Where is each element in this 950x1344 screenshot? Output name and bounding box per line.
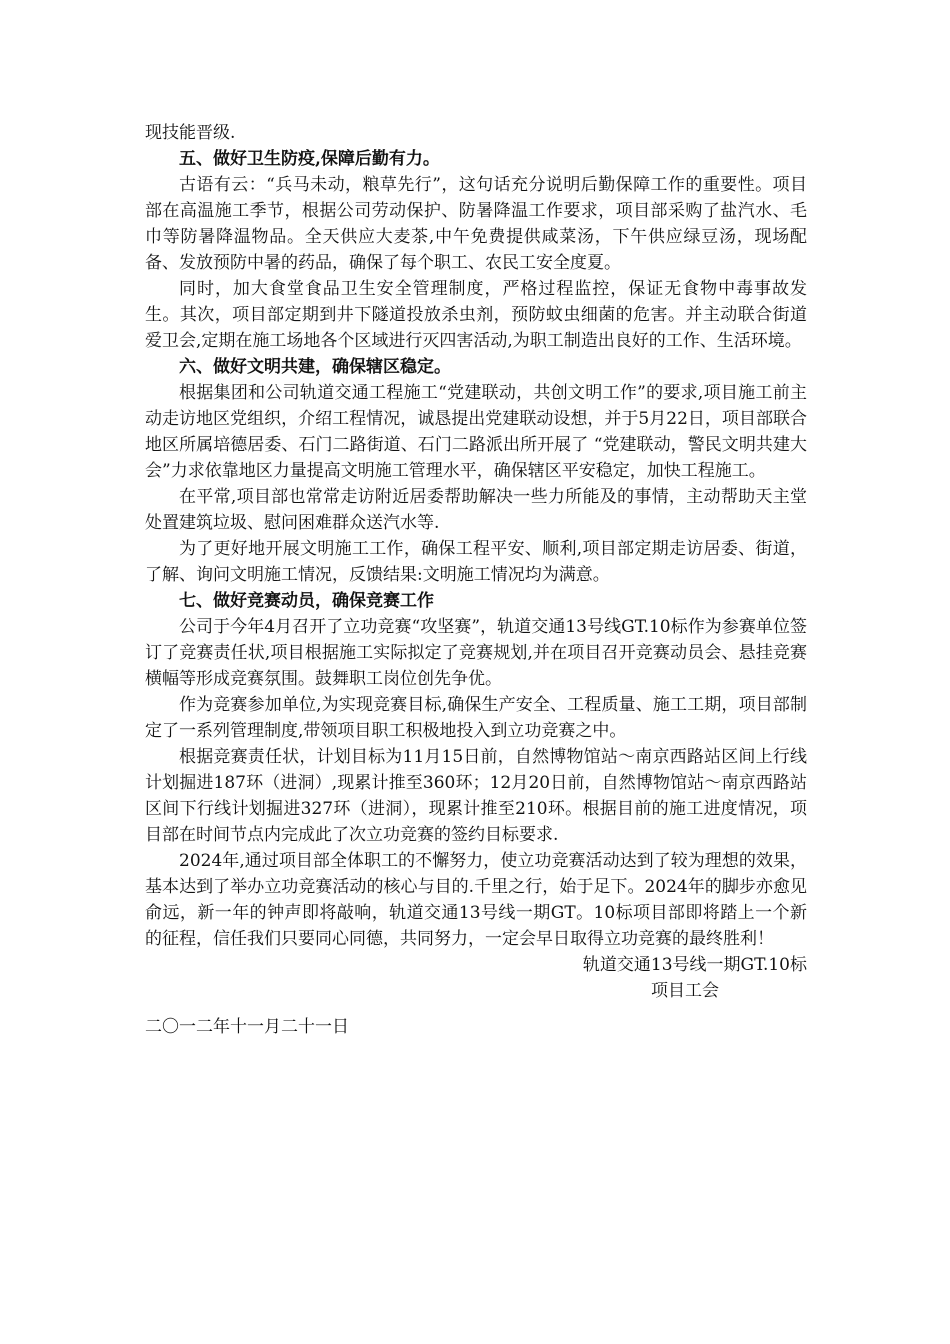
section-5-paragraph-2: 同时，加大食堂食品卫生安全管理制度，严格过程监控，保证无食物中毒事故发生。其次，项目部定期到井下隧道投放杀虫剂，预防蚊虫细菌的危害。并主动联合街道爱卫会,定期在施工场地各个区域进行灭四害活动,为职工制造出良好的工作、生活环境。 <box>145 279 807 351</box>
section-6-paragraph-2: 在平常,项目部也常常走访附近居委帮助解决一些力所能及的事情，主动帮助天主堂处置建筑垃圾、慰问困难群众送汽水等. <box>145 487 807 533</box>
section-5-paragraph-1: 古语有云：“兵马未动，粮草先行”，这句话充分说明后勤保障工作的重要性。项目部在高温施工季节，根据公司劳动保护、防暑降温工作要求，项目部采购了盐汽水、毛巾等防暑降温物品。全天供应大麦茶,中午免费提供咸菜汤，下午供应绿豆汤，现场配备、发放预防中暑的药品，确保了每个职工、农民工安全度夏。 <box>145 175 807 273</box>
document-page <box>145 120 807 1040</box>
section-heading-5: 五、做好卫生防疫,保障后勤有力。 <box>179 149 440 169</box>
section-heading-7: 七、做好竞赛动员，确保竞赛工作 <box>179 591 434 611</box>
section-6-paragraph-1: 根据集团和公司轨道交通工程施工“党建联动，共创文明工作”的要求,项目施工前主动走访地区党组织，介绍工程情况，诚恳提出党建联动设想，并于5月22日，项目部联合地区所属培德居委、石门二路街道、石门二路派出所开展了 “党建联动，警民文明共建大会”力求依靠地区力量提高文明施工管理水平，确保辖区平安稳定，加快工程施工。 <box>145 383 807 481</box>
section-6-paragraph-3: 为了更好地开展文明施工工作，确保工程平安、顺利,项目部定期走访居委、街道，了解、询问文明施工情况，反馈结果:文明施工情况均为满意。 <box>145 539 807 585</box>
signature-unit: 轨道交通13号线一期GT.10标 <box>582 955 807 975</box>
section-7-paragraph-4: 2024年,通过项目部全体职工的不懈努力，使立功竞赛活动达到了较为理想的效果，基本达到了举办立功竞赛活动的核心与目的.千里之行，始于足下。2024年的脚步亦愈见俞远，新一年的钟声即将敲响，轨道交通13号线一期GT。10标项目部即将踏上一个新的征程，信任我们只要同心同德，共同努力，一定会早日取得立功竞赛的最终胜利！ <box>145 851 807 949</box>
section-7-paragraph-2: 作为竞赛参加单位,为实现竞赛目标,确保生产安全、工程质量、施工工期，项目部制定了一系列管理制度,带领项目职工积极地投入到立功竞赛之中。 <box>145 695 807 741</box>
section-7-paragraph-1: 公司于今年4月召开了立功竞赛“攻坚赛”，轨道交通13号线GT.10标作为参赛单位签订了竞赛责任状,项目根据施工实际拟定了竞赛规划,并在项目召开竞赛动员会、悬挂竞赛横幅等形成竞赛氛围。鼓舞职工岗位创先争优。 <box>145 617 807 689</box>
signature-org: 项目工会 <box>651 981 719 1001</box>
section-heading-6: 六、做好文明共建，确保辖区稳定。 <box>179 357 451 377</box>
signature-date: 二〇一二年十一月二十一日 <box>145 1017 349 1037</box>
section-7-paragraph-3: 根据竞赛责任状，计划目标为11月15日前，自然博物馆站～南京西路站区间上行线计划掘进187环（进洞）,现累计推至360环；12月20日前，自然博物馆站～南京西路站区间下行线计划掘进327环（进洞），现累计推至210环。根据目前的施工进度情况，项目部在时间节点内完成此了次立功竞赛的签约目标要求. <box>145 747 807 845</box>
intro-fragment: 现技能晋级. <box>145 123 236 143</box>
